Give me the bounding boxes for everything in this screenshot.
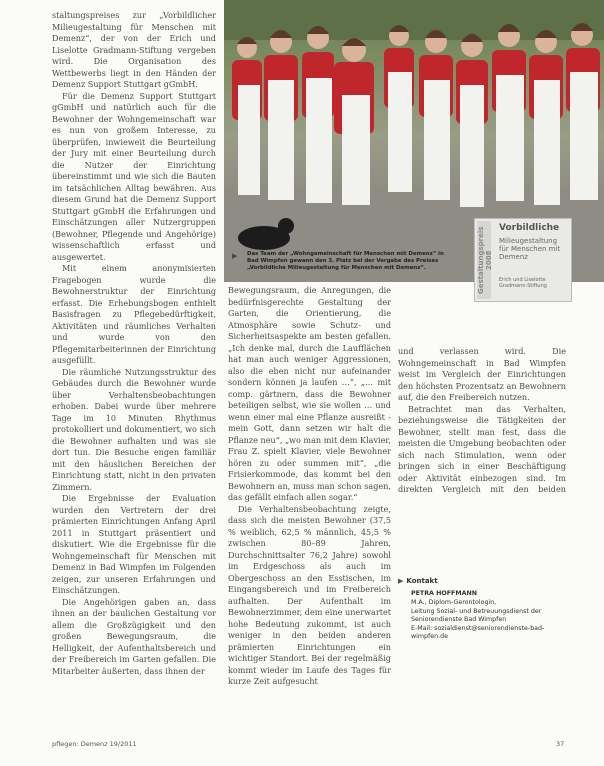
contact-email[interactable]: wimpfen.de (411, 633, 448, 640)
paragraph: Betrachtet man das Verhalten, beziehungsweise die Tätigkeiten der Bewohner, stellt man fest, dass die meisten die Umgebung beobachten oder sich nach Stimulation, wenn oder bringen sich in einer Beschäftigung oder Aktivität einbezogen sind. Im direkten Vergleich mit den beiden (398, 404, 566, 497)
paragraph: Mit einem anonymisierten Fragebogen wurde die Bewohnerstruktur der Einrichtung erfasst. Die Erhebungsbogen enthielt Basisfragen zu Pflegebedürftigkeit, Aktivitäten und räumliches Verhalten und wurde von den Pflegemitarbeiterinnen der Einrichtung ausgefüllt. (52, 263, 216, 365)
contact-name: PETRA HOFFMANN (411, 590, 478, 597)
caption-line: „Vorbildliche Milieugestaltung für Menschen mit Demenz“. (247, 265, 426, 271)
contact-line: Leitung Sozial- und Betreuungsdienst der (411, 607, 542, 615)
caption-line: Das Team der „Wohngemeinschaft für Menschen mit Demenz“ in (247, 251, 444, 257)
contact-box (398, 577, 566, 642)
paragraph: Die Verhaltensbeobachtung zeigte, dass sich die meisten Bewohner (37,5 % weiblich, 62,5 % männlich, 45,5 % zwischen 80–89 Jahren, Durchschnittsalter 76,2 Jahre) sowohl im Erdgeschoss als auch im Obergeschoss an den Esstischen, im Eingangsbereich und im Freibereich aufhalten. Der Aufenthalt im Bewohnerzimmer, dem eine unerwartet hohe Bedeutung zukommt, ist auch weniger in den beiden anderen prämierten Einrichtungen ein wichtiger Standort. Bei der regelmäßig kommt wieder im Laufe des Tages für kurze Zeit aufgesucht (228, 503, 391, 686)
paragraph: Bewegungsraum, die Anregungen, die bedürfnisgerechte Gestaltung der Garten, die Orientierung, die Atmosphäre sowie Schutz- und Sicherheitsaspekte am besten gefallen. „Ich denke mal, durch die Laufflächen hat man auch weniger Aggressionen, also die eben nicht nur aufeinander sondern können ja laufen …“, „… mit comp. gärtnern, dass die Bewohner beteiligen selbst, wie sie wollen … und wenn einer mal eine Pflanze ausreißt - mein Gott, dann setzen wir halt die Pflanze neu“, „wo man mit dem Klavier, Frau Z. spielt Klavier, viele Bewohner hören zu oder summen mit“, „die Frisierkommode, das kommt bei den Bewohnern an, muss man schon sagen, das gefällt einfach allen sogar.“ (228, 285, 391, 502)
badge-vertical-label: Gestaltungspreis 2008 (477, 221, 491, 299)
contact-line: M.A., Diplom-Gerontologin, (411, 599, 497, 606)
article-column-3 (398, 346, 566, 496)
triangle-icon: ▶ (398, 577, 404, 585)
badge-title: Vorbildliche (499, 223, 560, 233)
paragraph: staltungspreises zur „Vorbildlicher Milieugestaltung für Menschen mit Demenz“, der von der Erich und Liselotte Gradmann-Stiftung vergeben wird. Die Organisation des Wettbewerbs liegt in den Händen der Demenz Support Stuttgart gGmbH. (52, 10, 216, 89)
badge-foot: Erich und Liselotte Gradmann-Stiftung (499, 277, 547, 289)
paragraph: Die Ergebnisse der Evaluation wurden den Vertretern der drei prämierten Einrichtungen Anfang April 2011 in Stuttgart präsentiert und diskutiert. Wie die Ergebnisse für die Wohngemeinschaft für Menschen mit Demenz in Bad Wimpfen im Folgenden zeigen, zur unseren Erfahrungen und Einschätzungen. (52, 493, 216, 595)
badge-subtitle: Milieugestaltung für Menschen mit Demenz (499, 237, 561, 261)
paragraph: Die Angehörigen gaben an, dass ihnen an der baulichen Gestaltung vor allem die Großzügigkeit und den großen Bewegungsraum, die Helligkeit, der Aufenthaltsbereich und der Freibereich im Garten gefallen. Die Mitarbeiter äußerten, dass ihnen der (52, 596, 216, 676)
article-column-2 (228, 285, 391, 740)
photo-caption (232, 251, 457, 272)
footer-publication: pflegen: Demenz 19/2011 (52, 740, 137, 748)
paragraph: und verlassen wird. Die Wohngemeinschaft in Bad Wimpfen weist im Vergleich der Einrichtungen den höchsten Prozentsatz an Bewohnern auf, die den Freibereich nutzen. (398, 346, 566, 402)
paragraph: Die räumliche Nutzungsstruktur des Gebäudes durch die Bewohner wurde über Verhaltensbeobachtungen erhoben. Dabei wurde über mehrere Tage im 10 Minuten Rhythmus protokolliert und dokumentiert, wo sich die Bewohner aufhalten und was sie dort tun. Die Besuche engen familiär mit den häuslichen Bereichen der Einrichtung statt, nicht in den privaten Zimmern. (52, 366, 216, 492)
article-column-1 (52, 10, 216, 736)
paragraph: Für die Demenz Support Stuttgart gGmbH und natürlich auch für die Bewohner der Wohngemeinschaft war es nun von großem Interesse, zu überprüfen, inwieweit die Beurteilung der Jury mit einer Beurteilung durch die Nutzer der Einrichtung übereinstimmt und wie sich die Bauten im tatsächlichen Alltag bewähren. Aus diesem Grund hat die Demenz Support Stuttgart gGmbH die Erfahrungen und Einschätzungen aller Nutzergruppen (Bewohner, Pflegende und Angehörige) wissenschaftlich erfasst und ausgewertet. (52, 90, 216, 262)
caption-arrow-icon: ▶ (232, 252, 238, 260)
contact-email[interactable]: E-Mail: sozialdienst@seniorendienste-bad- (411, 624, 545, 632)
caption-line: Bad Wimpfen gewann den 3. Platz bei der Vergabe des Preises (247, 258, 439, 264)
award-badge (474, 218, 572, 302)
page-number: 37 (556, 740, 565, 748)
contact-heading: ▶ Kontakt (398, 577, 438, 585)
contact-line: Seniorendienste Bad Wimpfen (411, 616, 507, 623)
